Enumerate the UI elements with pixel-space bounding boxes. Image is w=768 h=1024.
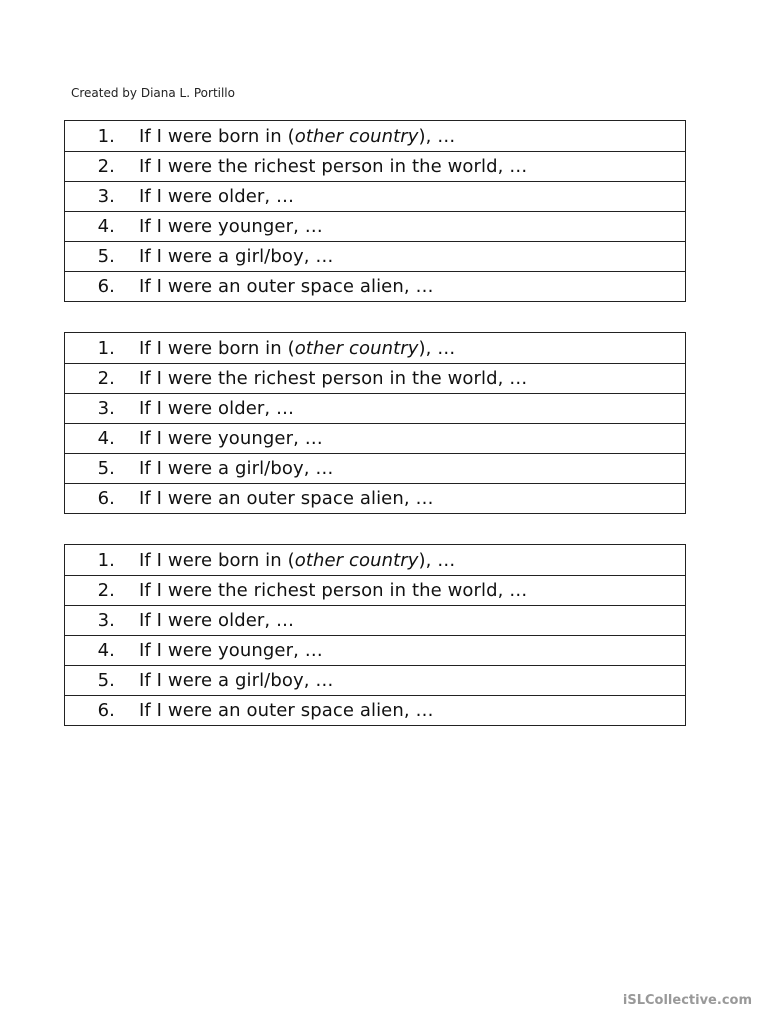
row-number-text: 6. (97, 700, 115, 721)
sentence-prompt (123, 640, 323, 661)
table-row (65, 271, 685, 301)
sentence-prompt (123, 458, 333, 479)
sentence-prompt (123, 338, 455, 359)
sentence-prompt (123, 428, 323, 449)
row-number-text: 3. (97, 610, 115, 631)
row-number-text: 1. (97, 337, 115, 359)
row-number-text: 4. (97, 216, 115, 237)
row-number (65, 398, 123, 419)
sentence-prompt (123, 216, 323, 237)
sentence-prompt (123, 186, 294, 207)
row-number (65, 700, 123, 721)
sentence-prompt (123, 610, 294, 631)
sentence-text: If I were an outer space alien, … (139, 488, 434, 509)
row-number (65, 610, 123, 631)
sentence-text: If I were born in ( (139, 125, 295, 147)
sentence-prompt (123, 580, 527, 601)
table-row (65, 575, 685, 605)
table-row (65, 635, 685, 665)
table-row (65, 241, 685, 271)
sentence-table-3 (64, 544, 686, 726)
sentence-table-2 (64, 332, 686, 514)
sentence-text: If I were the richest person in the world, … (139, 368, 528, 389)
sentence-text: If I were older, … (139, 398, 295, 419)
author-credit: Created by Diana L. Portillo (71, 86, 235, 100)
row-number-text: 6. (97, 488, 115, 509)
row-number (65, 276, 123, 297)
row-number-text: 3. (97, 398, 115, 419)
table-row (65, 545, 685, 575)
sentence-text: If I were a girl/boy, … (139, 246, 334, 267)
sentence-prompt (123, 126, 455, 147)
table-row (65, 393, 685, 423)
row-number (65, 428, 123, 449)
row-number (65, 156, 123, 177)
table-row (65, 181, 685, 211)
row-number (65, 126, 123, 147)
table-row (65, 665, 685, 695)
sentence-text-end: ), … (418, 549, 456, 571)
sentence-italic-text: other country (294, 549, 419, 571)
row-number (65, 246, 123, 267)
row-number-text: 5. (97, 246, 115, 267)
sentence-text: If I were older, … (139, 186, 295, 207)
table-row (65, 121, 685, 151)
table-row (65, 333, 685, 363)
row-number (65, 488, 123, 509)
table-row (65, 605, 685, 635)
row-number-text: 5. (97, 458, 115, 479)
row-number (65, 216, 123, 237)
table-row (65, 151, 685, 181)
sentence-text: If I were born in ( (139, 549, 295, 571)
sentence-table-1 (64, 120, 686, 302)
table-row (65, 483, 685, 513)
sentence-text: If I were the richest person in the world, … (139, 580, 528, 601)
row-number (65, 580, 123, 601)
sentence-text-end: ), … (418, 125, 456, 147)
sentence-prompt (123, 156, 527, 177)
row-number-text: 1. (97, 125, 115, 147)
sentence-prompt (123, 398, 294, 419)
sentence-prompt (123, 700, 434, 721)
sentence-text-end: ), … (418, 337, 456, 359)
table-row (65, 423, 685, 453)
sentence-text: If I were older, … (139, 610, 295, 631)
sentence-text: If I were younger, … (139, 216, 323, 237)
row-number-text: 1. (97, 549, 115, 571)
table-row (65, 211, 685, 241)
sentence-prompt (123, 276, 434, 297)
sentence-text: If I were an outer space alien, … (139, 276, 434, 297)
sentence-prompt (123, 670, 333, 691)
row-number-text: 6. (97, 276, 115, 297)
row-number (65, 186, 123, 207)
row-number (65, 368, 123, 389)
sentence-text: If I were born in ( (139, 337, 295, 359)
row-number-text: 2. (97, 368, 115, 389)
table-row (65, 363, 685, 393)
sentence-prompt (123, 368, 527, 389)
row-number-text: 4. (97, 640, 115, 661)
table-row (65, 695, 685, 725)
sentence-text: If I were a girl/boy, … (139, 458, 334, 479)
sentence-prompt (123, 246, 333, 267)
watermark-footer: iSLCollective.com (622, 993, 752, 1008)
row-number-text: 2. (97, 580, 115, 601)
sentence-prompt (123, 488, 434, 509)
row-number (65, 640, 123, 661)
sentence-text: If I were a girl/boy, … (139, 670, 334, 691)
sentence-text: If I were the richest person in the world, … (139, 156, 528, 177)
row-number (65, 550, 123, 571)
row-number (65, 458, 123, 479)
sentence-prompt (123, 550, 455, 571)
row-number-text: 3. (97, 186, 115, 207)
row-number-text: 2. (97, 156, 115, 177)
table-row (65, 453, 685, 483)
sentence-text: If I were younger, … (139, 428, 323, 449)
sentence-italic-text: other country (294, 125, 419, 147)
row-number (65, 338, 123, 359)
row-number-text: 4. (97, 428, 115, 449)
row-number (65, 670, 123, 691)
row-number-text: 5. (97, 670, 115, 691)
sentence-text: If I were an outer space alien, … (139, 700, 434, 721)
sentence-italic-text: other country (294, 337, 419, 359)
sentence-text: If I were younger, … (139, 640, 323, 661)
